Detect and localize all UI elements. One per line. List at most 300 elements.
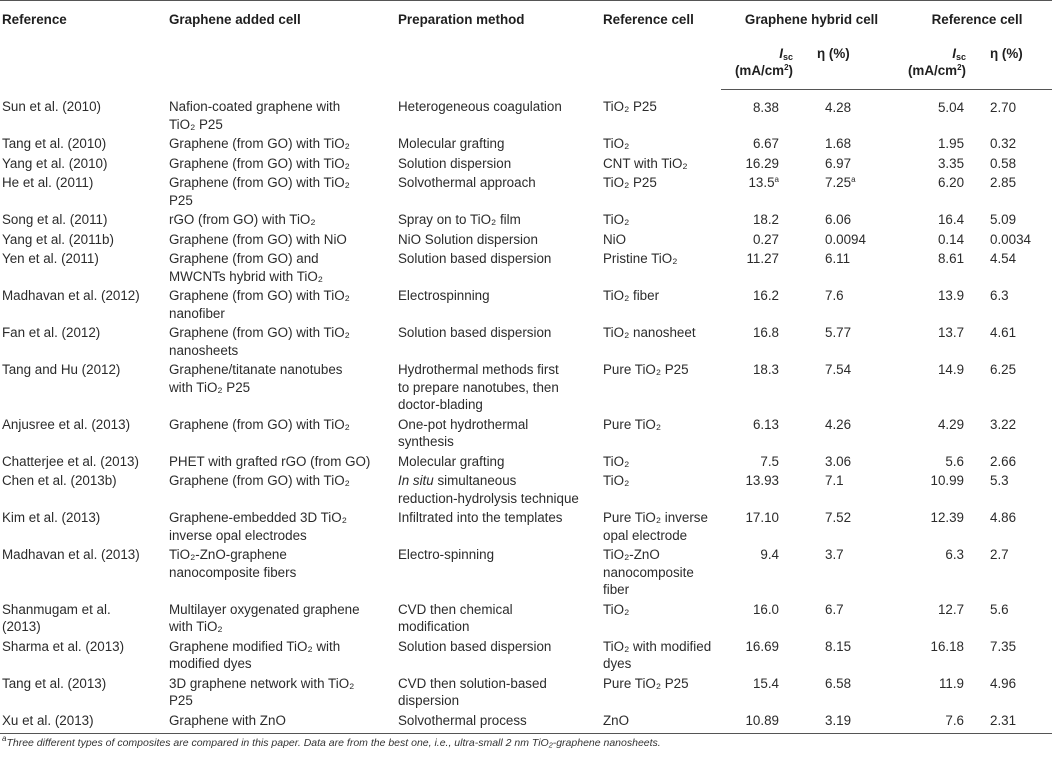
cell-isc-reference (900, 134, 974, 154)
table-row (0, 508, 1052, 545)
reference-cell-line: Pure TiO₂ inverse (603, 510, 708, 525)
reference-cell-line: TiO₂ nanosheet (603, 325, 696, 340)
cell-eta-reference-value: 4.54 (990, 251, 1017, 266)
cell-preparation-method (396, 89, 601, 134)
cell-isc-reference-value: 12.7 (937, 601, 965, 617)
cell-preparation-method (396, 471, 601, 508)
graphene-added-line: Graphene (from GO) with TiO₂ (169, 175, 350, 190)
cell-isc-hybrid (721, 545, 801, 600)
cell-eta-reference (974, 89, 1052, 134)
cell-reference-cell (601, 286, 721, 323)
cell-reference (0, 637, 167, 674)
cell-eta-reference (974, 674, 1052, 711)
reference-line: Fan et al. (2012) (2, 325, 101, 340)
method-line: modification (398, 619, 470, 634)
graphene-added-line: MWCNTs hybrid with TiO₂ (169, 268, 323, 284)
cell-reference-cell (601, 674, 721, 711)
cell-isc-reference-value: 7.6 (945, 712, 965, 728)
cell-graphene-added (167, 471, 396, 508)
cell-eta-hybrid (801, 360, 900, 415)
cell-isc-hybrid-value: 18.3 (752, 362, 779, 377)
method-line: Solvothermal approach (398, 175, 536, 190)
cell-eta-hybrid-value: 7.1 (825, 473, 844, 488)
cell-isc-reference (900, 323, 974, 360)
cell-preparation-method (396, 637, 601, 674)
reference-line: (2013) (2, 619, 41, 634)
reference-cell-line: TiO₂ P25 (603, 175, 657, 190)
cell-isc-reference-value: 1.95 (937, 136, 965, 151)
footnote-ref: a (774, 175, 779, 184)
cell-graphene-added (167, 508, 396, 545)
cell-reference-cell (601, 323, 721, 360)
cell-reference-cell (601, 415, 721, 452)
graphene-added-line: modified dyes (169, 656, 252, 671)
cell-eta-reference-value: 7.35 (990, 638, 1017, 654)
cell-reference-cell (601, 210, 721, 230)
cell-isc-reference-value: 6.20 (937, 175, 965, 190)
cell-eta-hybrid-value: 1.68 (825, 136, 852, 151)
cell-reference (0, 452, 167, 472)
method-line: Solution based dispersion (398, 325, 552, 340)
cell-eta-hybrid (801, 323, 900, 360)
cell-graphene-added (167, 637, 396, 674)
reference-cell-line: CNT with TiO₂ (603, 155, 688, 171)
table-row (0, 674, 1052, 711)
cell-graphene-added (167, 134, 396, 154)
reference-cell-line: TiO₂ (603, 453, 630, 469)
method-line: Molecular grafting (398, 136, 505, 151)
cell-preparation-method (396, 360, 601, 415)
cell-eta-hybrid (801, 249, 900, 286)
cell-reference-cell (601, 230, 721, 250)
graphene-added-line: with TiO₂ (169, 619, 223, 634)
reference-cell-line: Pure TiO₂ P25 (603, 675, 689, 691)
cell-eta-hybrid (801, 711, 900, 734)
cell-eta-hybrid-value: 7.6 (825, 288, 844, 303)
cell-eta-reference (974, 415, 1052, 452)
cell-eta-reference-value: 0.58 (990, 155, 1017, 171)
table-row (0, 360, 1052, 415)
cell-isc-hybrid (721, 415, 801, 452)
reference-cell-line: ZnO (603, 712, 630, 728)
cell-graphene-added (167, 323, 396, 360)
method-line: Hydrothermal methods first (398, 362, 559, 377)
cell-graphene-added (167, 210, 396, 230)
cell-eta-hybrid-value: 7.25 (825, 175, 852, 190)
cell-isc-reference-value: 16.4 (937, 212, 965, 227)
cell-reference-cell (601, 89, 721, 134)
cell-isc-hybrid-value: 18.2 (752, 212, 779, 227)
cell-graphene-added (167, 286, 396, 323)
cell-eta-reference (974, 286, 1052, 323)
isc-symbol: I (779, 45, 783, 61)
cell-preparation-method (396, 452, 601, 472)
reference-line: Song et al. (2011) (2, 212, 108, 227)
cell-preparation-method (396, 508, 601, 545)
cell-isc-reference-value: 14.9 (937, 362, 965, 377)
cell-eta-hybrid-value: 0.0094 (825, 231, 866, 247)
graphene-added-line: Graphene (from GO) with TiO₂ (169, 155, 350, 171)
reference-line: Yen et al. (2011) (2, 251, 99, 266)
cell-isc-hybrid-value: 16.2 (752, 288, 779, 303)
cell-eta-hybrid (801, 637, 900, 674)
cell-reference (0, 600, 167, 637)
cell-eta-hybrid (801, 89, 900, 134)
cell-preparation-method (396, 249, 601, 286)
method-line: Electrospinning (398, 288, 490, 303)
method-line: reduction-hydrolysis technique (398, 490, 579, 506)
graphene-added-line: with TiO₂ P25 (169, 379, 251, 395)
cell-isc-hybrid-value: 16.0 (752, 601, 779, 617)
header-eta-hybrid: η (%) (801, 36, 900, 90)
cell-isc-reference (900, 210, 974, 230)
cell-eta-reference-value: 5.6 (990, 601, 1009, 617)
graphene-added-line: nanocomposite fibers (169, 564, 297, 580)
cell-graphene-added (167, 600, 396, 637)
cell-reference-cell (601, 545, 721, 600)
cell-isc-hybrid (721, 674, 801, 711)
table-row (0, 637, 1052, 674)
cell-graphene-added (167, 230, 396, 250)
cell-isc-reference (900, 711, 974, 734)
reference-cell-line: TiO₂ (603, 136, 630, 151)
cell-isc-hybrid-value: 16.8 (752, 325, 779, 340)
method-line: Solvothermal process (398, 712, 527, 728)
cell-eta-hybrid (801, 415, 900, 452)
reference-line: Yang et al. (2010) (2, 155, 108, 171)
method-line: CVD then chemical (398, 601, 513, 617)
method-line: Infiltrated into the templates (398, 510, 563, 525)
header-graphene-added-cell: Graphene added cell (167, 1, 396, 90)
cell-eta-reference-value: 6.3 (990, 288, 1009, 303)
cell-eta-reference (974, 360, 1052, 415)
graphene-added-line: Graphene (from GO) with TiO₂ (169, 325, 350, 340)
cell-graphene-added (167, 452, 396, 472)
table-row (0, 230, 1052, 250)
reference-line: Yang et al. (2011b) (2, 231, 114, 247)
reference-cell-line: nanocomposite (603, 564, 694, 580)
cell-preparation-method (396, 230, 601, 250)
table-row (0, 154, 1052, 174)
graphene-added-line: Multilayer oxygenated graphene (169, 601, 360, 617)
cell-reference (0, 134, 167, 154)
graphene-added-line: Graphene (from GO) with NiO (169, 231, 347, 247)
cell-eta-hybrid-value: 4.26 (825, 416, 852, 432)
reference-cell-line: Pure TiO₂ (603, 416, 662, 432)
cell-isc-hybrid-value: 6.13 (752, 416, 779, 432)
cell-reference (0, 360, 167, 415)
cell-reference-cell (601, 360, 721, 415)
cell-isc-hybrid (721, 89, 801, 134)
method-line: Solution based dispersion (398, 638, 552, 654)
isc-unit-end: ) (788, 63, 793, 78)
cell-isc-reference (900, 674, 974, 711)
cell-preparation-method (396, 173, 601, 210)
cell-eta-hybrid (801, 674, 900, 711)
cell-graphene-added (167, 89, 396, 134)
cell-reference (0, 286, 167, 323)
graphene-added-line: PHET with grafted rGO (from GO) (169, 453, 371, 469)
cell-isc-reference (900, 471, 974, 508)
cell-eta-reference (974, 545, 1052, 600)
cell-reference-cell (601, 134, 721, 154)
method-line: CVD then solution-based (398, 675, 547, 691)
cell-reference-cell (601, 637, 721, 674)
cell-reference (0, 711, 167, 734)
graphene-added-line: Graphene-embedded 3D TiO₂ (169, 510, 347, 525)
cell-isc-hybrid (721, 711, 801, 734)
cell-graphene-added (167, 545, 396, 600)
reference-cell-line: TiO₂-ZnO (603, 547, 660, 562)
cell-eta-reference (974, 637, 1052, 674)
table-row (0, 545, 1052, 600)
cell-eta-hybrid-value: 6.11 (825, 251, 851, 266)
graphene-added-line: TiO₂ P25 (169, 116, 223, 132)
cell-reference (0, 674, 167, 711)
cell-isc-hybrid-value: 10.89 (745, 712, 779, 728)
cell-isc-hybrid-value: 9.4 (760, 547, 779, 562)
cell-graphene-added (167, 711, 396, 734)
method-line: NiO Solution dispersion (398, 231, 538, 247)
reference-line: Madhavan et al. (2012) (2, 288, 140, 303)
cell-isc-hybrid (721, 600, 801, 637)
graphene-added-line: P25 (169, 192, 193, 208)
method-line: dispersion (398, 693, 460, 708)
cell-isc-reference-value: 0.14 (937, 231, 965, 247)
cell-isc-reference (900, 173, 974, 210)
footnote-marker: a (2, 734, 7, 743)
cell-graphene-added (167, 154, 396, 174)
cell-isc-reference (900, 545, 974, 600)
cell-eta-reference (974, 230, 1052, 250)
cell-isc-reference-value: 12.39 (930, 510, 965, 525)
reference-cell-line: TiO₂ fiber (603, 288, 660, 303)
table-header (0, 1, 1052, 90)
reference-line: Chen et al. (2013b) (2, 473, 117, 488)
graphene-added-line: P25 (169, 693, 193, 708)
cell-reference-cell (601, 508, 721, 545)
graphene-added-line: nanosheets (169, 342, 239, 358)
cell-preparation-method (396, 545, 601, 600)
cell-isc-hybrid (721, 173, 801, 210)
cell-isc-hybrid (721, 286, 801, 323)
table-row (0, 89, 1052, 134)
cell-reference (0, 230, 167, 250)
method-line: synthesis (398, 434, 454, 449)
cell-isc-reference-value: 13.7 (937, 325, 965, 340)
reference-cell-line: opal electrode (603, 527, 688, 543)
cell-reference-cell (601, 173, 721, 210)
reference-cell-line: fiber (603, 582, 630, 597)
cell-graphene-added (167, 173, 396, 210)
cell-isc-hybrid-value: 13.93 (745, 473, 779, 488)
cell-eta-hybrid-value: 4.28 (825, 99, 852, 115)
cell-eta-reference-value: 4.61 (990, 325, 1017, 340)
cell-eta-reference-value: 0.0034 (990, 231, 1031, 247)
cell-eta-hybrid (801, 286, 900, 323)
cell-isc-reference-value: 5.6 (945, 453, 965, 469)
graphene-added-line: rGO (from GO) with TiO₂ (169, 212, 316, 227)
cell-reference (0, 89, 167, 134)
cell-eta-reference (974, 471, 1052, 508)
cell-isc-reference (900, 452, 974, 472)
cell-reference (0, 545, 167, 600)
cell-eta-hybrid (801, 452, 900, 472)
reference-cell-line: Pure TiO₂ P25 (603, 362, 689, 377)
cell-isc-reference-value: 11.9 (938, 675, 965, 691)
cell-reference (0, 154, 167, 174)
cell-eta-hybrid (801, 600, 900, 637)
graphene-added-line: Graphene (from GO) with TiO₂ (169, 473, 350, 488)
cell-eta-hybrid-value: 6.97 (825, 155, 852, 171)
reference-line: Madhavan et al. (2013) (2, 547, 140, 562)
cell-eta-hybrid (801, 471, 900, 508)
cell-isc-hybrid-value: 16.29 (745, 155, 779, 171)
cell-isc-hybrid (721, 230, 801, 250)
reference-line: Kim et al. (2013) (2, 510, 101, 525)
cell-eta-hybrid-value: 3.7 (825, 547, 844, 562)
cell-eta-reference-value: 2.70 (990, 99, 1017, 115)
table-row (0, 323, 1052, 360)
reference-line: Tang et al. (2013) (2, 675, 107, 691)
cell-graphene-added (167, 249, 396, 286)
reference-line: Sun et al. (2010) (2, 99, 102, 114)
cell-eta-reference (974, 210, 1052, 230)
cell-isc-hybrid-value: 8.38 (752, 99, 779, 115)
cell-eta-reference-value: 4.86 (990, 510, 1017, 525)
cell-isc-hybrid (721, 210, 801, 230)
graphene-added-line: inverse opal electrodes (169, 527, 307, 543)
graphene-added-line: TiO₂-ZnO-graphene (169, 547, 287, 562)
table-row (0, 134, 1052, 154)
cell-reference-cell (601, 471, 721, 508)
cell-reference-cell (601, 452, 721, 472)
cell-isc-reference (900, 360, 974, 415)
cell-isc-hybrid (721, 508, 801, 545)
reference-line: Tang and Hu (2012) (2, 362, 121, 377)
cell-isc-hybrid-value: 6.67 (752, 136, 779, 151)
table-row (0, 711, 1052, 734)
cell-eta-hybrid-value: 6.7 (825, 601, 844, 617)
cell-reference (0, 471, 167, 508)
method-line: One-pot hydrothermal (398, 416, 529, 432)
header-eta-reference: η (%) (974, 36, 1052, 90)
reference-cell-line: dyes (603, 656, 632, 671)
graphene-added-line: Graphene/titanate nanotubes (169, 362, 343, 377)
header-isc-reference (900, 36, 974, 90)
footnote-text: Three different types of composites are compared in this paper. Data are from the best one, i.e., ultra-small 2 nm TiO₂-graphene nanosheets. (6, 737, 661, 749)
cell-isc-reference (900, 89, 974, 134)
table-row (0, 286, 1052, 323)
reference-cell-line: TiO₂ (603, 473, 630, 488)
isc-subscript: sc (782, 51, 793, 62)
reference-cell-line: TiO₂ P25 (603, 99, 657, 114)
cell-isc-reference (900, 415, 974, 452)
cell-eta-hybrid (801, 545, 900, 600)
cell-isc-reference (900, 600, 974, 637)
cell-isc-reference (900, 249, 974, 286)
reference-line: Tang et al. (2010) (2, 136, 107, 151)
cell-reference (0, 415, 167, 452)
cell-eta-reference (974, 508, 1052, 545)
footnote-ref: a (851, 175, 856, 184)
cell-preparation-method (396, 711, 601, 734)
method-line: Solution based dispersion (398, 251, 552, 266)
cell-preparation-method (396, 415, 601, 452)
cell-isc-reference (900, 154, 974, 174)
reference-cell-line: TiO₂ with modified (603, 638, 712, 654)
method-line: Spray on to TiO₂ film (398, 212, 521, 227)
cell-isc-hybrid-value: 17.10 (745, 510, 779, 525)
cell-eta-reference (974, 323, 1052, 360)
isc-unit: (mA/cm (907, 63, 958, 78)
isc-unit-superscript: 2 (957, 63, 962, 72)
method-line: Solution dispersion (398, 155, 512, 171)
cell-graphene-added (167, 674, 396, 711)
cell-isc-reference-value: 10.99 (930, 473, 965, 488)
cell-reference (0, 508, 167, 545)
cell-eta-hybrid (801, 210, 900, 230)
table-row (0, 210, 1052, 230)
table-row (0, 173, 1052, 210)
cell-eta-reference-value: 2.31 (990, 712, 1017, 728)
cell-reference-cell (601, 711, 721, 734)
cell-isc-hybrid-value: 11.27 (746, 251, 779, 266)
cell-eta-reference-value: 3.22 (990, 416, 1017, 432)
graphene-added-line: 3D graphene network with TiO₂ (169, 675, 355, 691)
cell-eta-reference (974, 134, 1052, 154)
cell-eta-reference-value: 4.96 (990, 675, 1017, 691)
cell-eta-reference (974, 154, 1052, 174)
header-reference: Reference (0, 1, 167, 90)
reference-cell-line: TiO₂ (603, 212, 630, 227)
cell-isc-reference (900, 230, 974, 250)
isc-unit: (mA/cm (734, 63, 785, 78)
cell-isc-hybrid (721, 323, 801, 360)
cell-isc-hybrid (721, 452, 801, 472)
reference-line: Anjusree et al. (2013) (2, 416, 131, 432)
cell-isc-reference (900, 286, 974, 323)
cell-eta-reference (974, 452, 1052, 472)
cell-isc-reference-value: 16.18 (930, 638, 965, 654)
method-line: simultaneous (433, 473, 517, 488)
cell-eta-reference (974, 173, 1052, 210)
cell-eta-reference-value: 2.7 (990, 547, 1009, 562)
isc-subscript: sc (956, 51, 967, 62)
cell-eta-hybrid (801, 134, 900, 154)
graphene-added-line: nanofiber (169, 305, 225, 321)
cell-preparation-method (396, 323, 601, 360)
table-row (0, 471, 1052, 508)
method-line: to prepare nanotubes, then (398, 379, 559, 395)
cell-eta-reference-value: 2.66 (990, 453, 1017, 469)
isc-unit-superscript: 2 (784, 63, 789, 72)
cell-eta-hybrid (801, 508, 900, 545)
method-italic: In situ (398, 473, 434, 488)
cell-isc-hybrid (721, 154, 801, 174)
cell-eta-hybrid-value: 6.06 (825, 212, 852, 227)
cell-isc-reference-value: 4.29 (937, 416, 965, 432)
cell-preparation-method (396, 154, 601, 174)
cell-isc-hybrid (721, 360, 801, 415)
cell-isc-hybrid (721, 249, 801, 286)
cell-eta-hybrid-value: 8.15 (825, 638, 852, 654)
cell-isc-hybrid-value: 0.27 (752, 231, 779, 247)
cell-eta-hybrid-value: 3.19 (825, 712, 852, 728)
graphene-added-line: Graphene (from GO) with TiO₂ (169, 288, 350, 303)
cell-preparation-method (396, 134, 601, 154)
reference-cell-line: Pristine TiO₂ (603, 251, 678, 266)
